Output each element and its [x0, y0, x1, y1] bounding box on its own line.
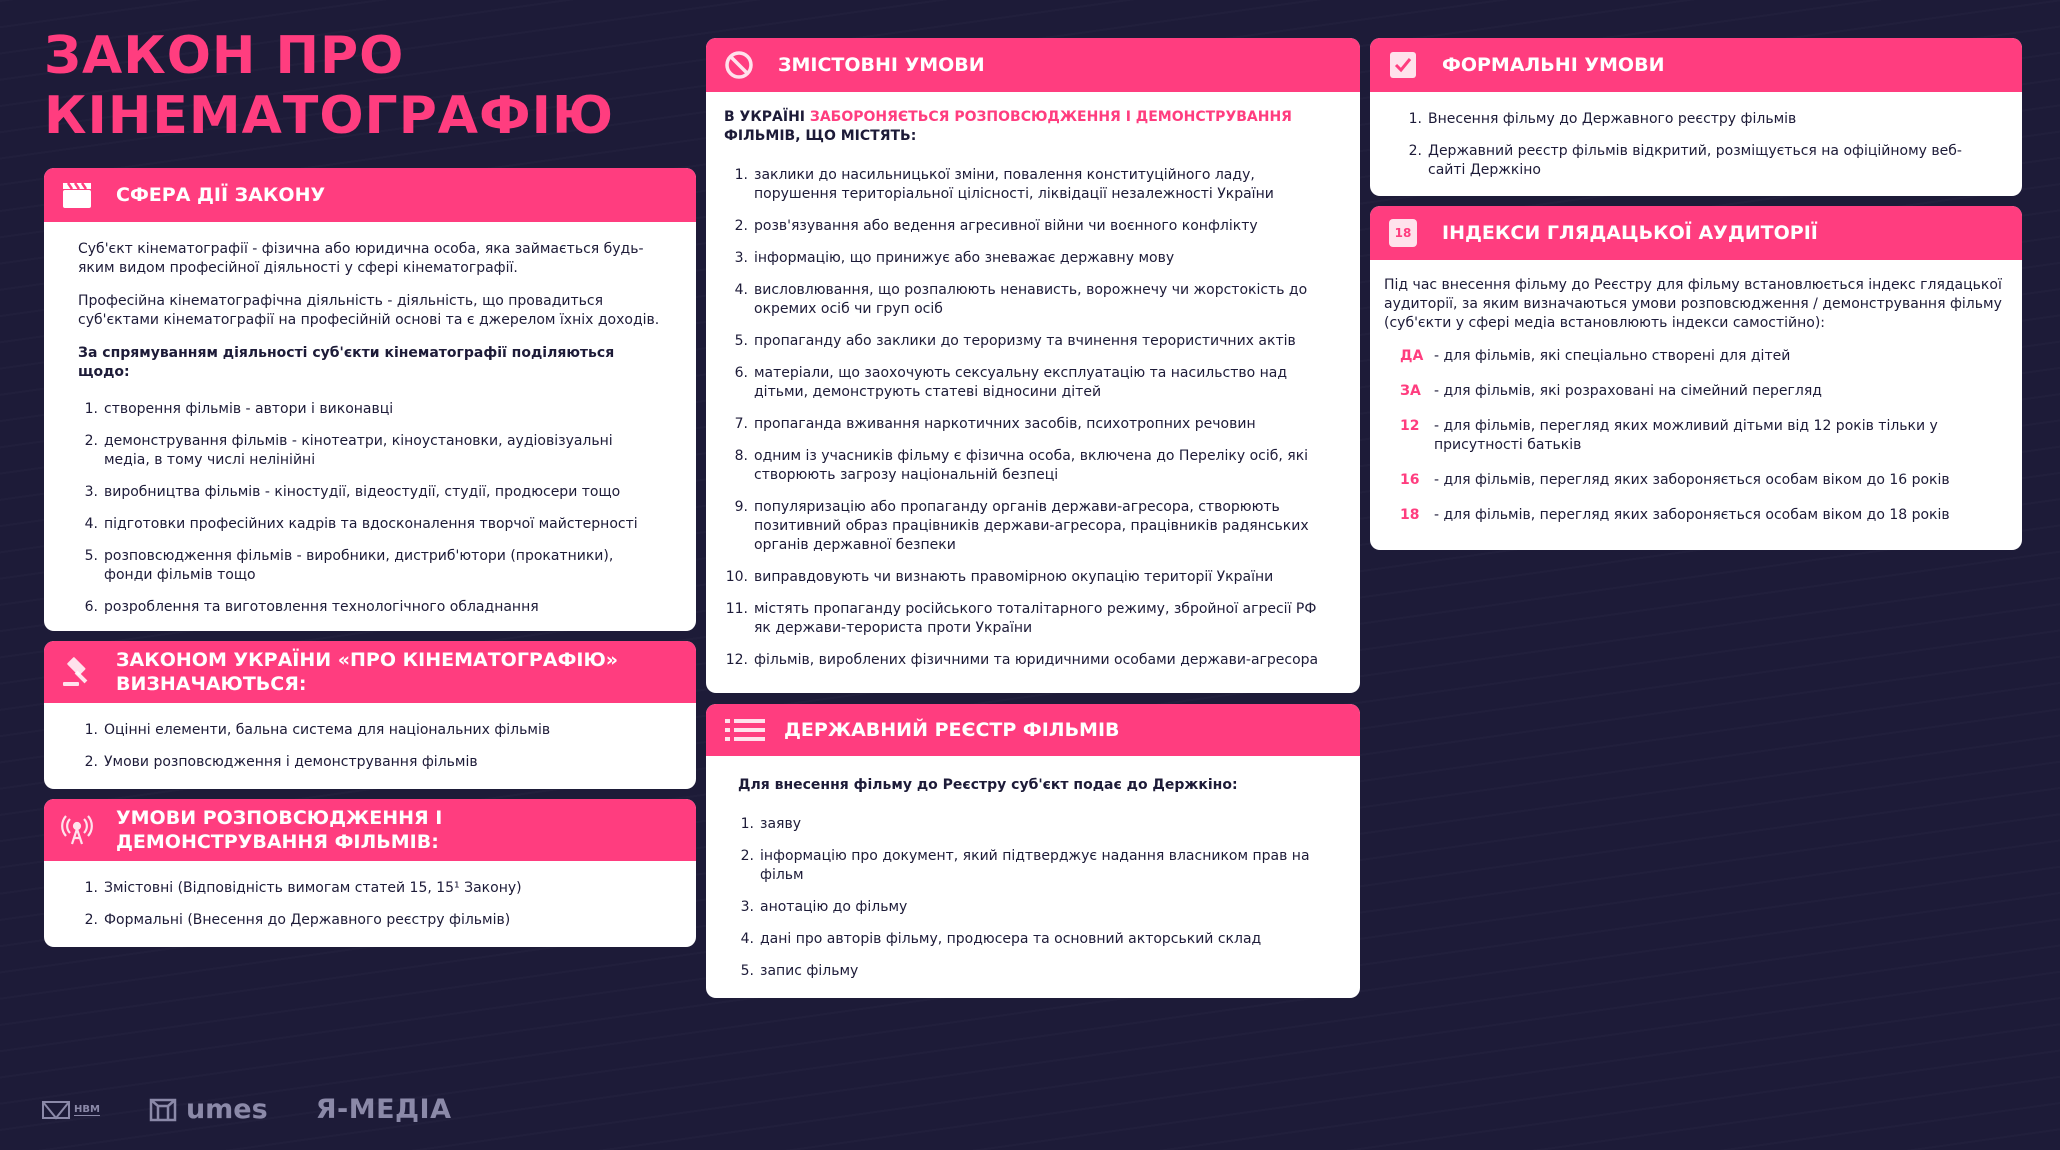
list-item-number: 3. — [740, 899, 754, 915]
list-item-number: 5. — [734, 333, 748, 349]
card-reestr-body — [706, 756, 1360, 998]
zmist-intro — [724, 108, 1332, 146]
card-sfera-header — [44, 168, 696, 222]
index-code: ЗА — [1400, 383, 1421, 399]
index-code: 18 — [1400, 507, 1420, 523]
index-code: ДА — [1400, 348, 1424, 364]
list-item — [82, 721, 660, 740]
list-item-number: 2. — [84, 754, 98, 770]
formal-list — [1406, 110, 1966, 180]
prohibited-icon — [720, 46, 758, 84]
list-item — [82, 911, 660, 930]
list-item-text: інформацію, що принижує або зневажає державну мову — [754, 250, 1175, 266]
list-item-number: 9. — [734, 499, 748, 515]
age-18-icon-label: 18 — [1389, 219, 1417, 247]
list-item-number: 2. — [84, 912, 98, 928]
list-item-number: 1. — [84, 722, 98, 738]
list-item-text: створення фільмів - автори і виконавці — [104, 401, 394, 417]
list-item — [738, 847, 1324, 885]
list-item-text: дані про авторів фільму, продюсера та основний акторський склад — [760, 931, 1262, 947]
card-zmist-title: ЗМІСТОВНІ УМОВИ — [778, 54, 985, 76]
logo-ya-media: Я-МЕДІА — [315, 1094, 452, 1125]
index-item — [1400, 347, 2006, 366]
list-item-number: 6. — [84, 599, 98, 615]
card-umovy — [44, 799, 696, 947]
reestr-list — [738, 815, 1324, 981]
card-zakon-title: ЗАКОНОМ УКРАЇНИ «ПРО КІНЕМАТОГРАФІЮ» ВИЗНАЧАЮТЬСЯ: — [116, 649, 619, 695]
list-item — [724, 568, 1332, 587]
nvm-mark-icon — [42, 1099, 70, 1121]
list-item-number: 1. — [734, 167, 748, 183]
list-item-number: 4. — [84, 516, 98, 532]
list-item-number: 1. — [740, 816, 754, 832]
list-item-text: анотацію до фільму — [760, 899, 908, 915]
list-item-text: заклики до насильницької зміни, повалення конституційного ладу, порушення територіальної цілісності, ліквідації незалежності України — [754, 167, 1274, 202]
card-formal-body — [1370, 92, 2022, 196]
index-text: - для фільмів, перегляд яких забороняється особам віком до 16 років — [1434, 472, 1950, 488]
list-item-number: 1. — [1408, 111, 1422, 127]
list-item-text: популяризацію або пропаганду органів держави-агресора, створюють позитивний образ працівників держави-агресора, працівників радянських органів державної безпеки — [754, 499, 1309, 553]
card-index-header — [1370, 206, 2022, 260]
list-item — [738, 962, 1324, 981]
zakon-list — [82, 721, 660, 772]
list-item-text: виправдовують чи визнають правомірною окупацію території України — [754, 569, 1274, 585]
sfera-paragraph-1: Суб'єкт кінематографії - фізична або юридична особа, яка займається будь-яким видом професійної діяльності у сфері кінематографії. — [78, 241, 644, 276]
list-item — [724, 651, 1332, 670]
list-item — [724, 249, 1332, 268]
list-item — [724, 415, 1332, 434]
list-item-number: 6. — [734, 365, 748, 381]
card-sfera-body — [44, 222, 696, 631]
index-text: - для фільмів, які спеціально створені для дітей — [1434, 348, 1791, 364]
list-item — [82, 432, 660, 470]
logo-umes-text: umes — [185, 1094, 268, 1125]
list-item-number: 11. — [725, 601, 748, 617]
list-item-text: розроблення та виготовлення технологічного обладнання — [104, 599, 539, 615]
index-intro: Під час внесення фільму до Реєстру для фільму встановлюється індекс глядацької аудиторії, за яким визначаються умови розповсюдження / демонстрування фільму (суб'єкти у сфері медіа встановлюють індекси самостійно): — [1384, 277, 2002, 331]
card-zakon-body — [44, 703, 696, 789]
zmist-intro-c: ФІЛЬМІВ, ЩО МІСТЯТЬ: — [724, 128, 917, 144]
logo-umes — [148, 1094, 268, 1125]
list-item-number: 2. — [734, 218, 748, 234]
list-item — [738, 815, 1324, 834]
clapperboard-icon — [58, 176, 96, 214]
list-item-number: 12. — [725, 652, 748, 668]
list-item-number: 1. — [84, 401, 98, 417]
card-formal — [1370, 38, 2022, 196]
umovy-list — [82, 879, 660, 930]
list-item-text: демонстрування фільмів - кінотеатри, кіноустановки, аудіовізуальні медіа, в тому числі нелінійні — [104, 433, 613, 468]
list-item — [82, 879, 660, 898]
list-item — [738, 930, 1324, 949]
list-item-number: 5. — [740, 963, 754, 979]
index-text: - для фільмів, перегляд яких можливий дітьми від 12 років тільки у присутності батьків — [1434, 418, 1938, 453]
list-item — [724, 332, 1332, 351]
list-item — [724, 217, 1332, 236]
sfera-paragraph-2: Професійна кінематографічна діяльність - діяльність, що провадиться суб'єктами кінематографії на професійній основі та є джерелом їхніх доходів. — [78, 293, 660, 328]
umes-mark-icon — [148, 1097, 178, 1123]
index-text: - для фільмів, перегляд яких забороняється особам віком до 18 років — [1434, 507, 1950, 523]
zmist-intro-a: В УКРАЇНІ — [724, 109, 810, 125]
card-zmist — [706, 38, 1360, 693]
list-item-number: 2. — [1408, 143, 1422, 159]
list-item — [82, 400, 660, 419]
title-line-1: ЗАКОН ПРО — [44, 26, 405, 86]
list-item-text: інформацію про документ, який підтверджує надання власником прав на фільм — [760, 848, 1310, 883]
list-item-text: підготовки професійних кадрів та вдосконалення творчої майстерності — [104, 516, 638, 532]
card-umovy-title: УМОВИ РОЗПОВСЮДЖЕННЯ І ДЕМОНСТРУВАННЯ ФІЛЬМІВ: — [116, 807, 443, 853]
card-index-title: ІНДЕКСИ ГЛЯДАЦЬКОЇ АУДИТОРІЇ — [1442, 222, 1818, 244]
list-item-text: пропаганду або заклики до тероризму та вчинення терористичних актів — [754, 333, 1296, 349]
index-item — [1400, 417, 2006, 455]
list-item-number: 1. — [84, 880, 98, 896]
list-item-number: 3. — [734, 250, 748, 266]
list-item-number: 8. — [734, 448, 748, 464]
sfera-list — [78, 400, 660, 617]
list-item-text: Внесення фільму до Державного реєстру фільмів — [1428, 111, 1797, 127]
list-item — [82, 598, 660, 617]
list-item-text: Державний реєстр фільмів відкритий, розміщується на офіційному веб-сайті Держкіно — [1428, 143, 1962, 178]
list-item — [738, 898, 1324, 917]
broadcast-icon — [58, 811, 96, 849]
list-item-text: Оцінні елементи, бальна система для національних фільмів — [104, 722, 551, 738]
list-item-text: виробництва фільмів - кіностудії, відеостудії, студії, продюсери тощо — [104, 484, 621, 500]
list-item — [724, 364, 1332, 402]
list-item-number: 3. — [84, 484, 98, 500]
list-item-text: одним із учасників фільму є фізична особа, включена до Переліку осіб, які створюють загрозу національній безпеці — [754, 448, 1309, 483]
list-item — [82, 483, 660, 502]
list-item-text: фільмів, вироблених фізичними та юридичними особами держави-агресора — [754, 652, 1319, 668]
list-icon — [720, 711, 770, 749]
list-item-number: 4. — [734, 282, 748, 298]
checkbox-icon — [1384, 46, 1422, 84]
logo-nvm — [42, 1099, 100, 1121]
list-item — [724, 447, 1332, 485]
list-item-text: висловлювання, що розпалюють ненависть, ворожнечу чи жорстокість до окремих осіб чи груп осіб — [754, 282, 1308, 317]
list-item-number: 10. — [725, 569, 748, 585]
list-item-text: Умови розповсюдження і демонстрування фільмів — [104, 754, 478, 770]
index-item — [1400, 471, 2006, 490]
list-item — [724, 498, 1332, 555]
index-code: 12 — [1400, 418, 1420, 434]
list-item — [724, 166, 1332, 204]
list-item-number: 7. — [734, 416, 748, 432]
card-reestr — [706, 704, 1360, 998]
reestr-intro: Для внесення фільму до Реєстру суб'єкт подає до Держкіно: — [738, 777, 1238, 793]
list-item-text: Змістовні (Відповідність вимогам статей 15, 15¹ Закону) — [104, 880, 522, 896]
zmist-list — [724, 166, 1332, 670]
card-index — [1370, 206, 2022, 550]
list-item-text: Формальні (Внесення до Державного реєстру фільмів) — [104, 912, 511, 928]
sfera-paragraph-3: За спрямуванням діяльності суб'єкти кінематографії поділяються щодо: — [78, 345, 615, 380]
list-item-number: 2. — [740, 848, 754, 864]
list-item — [724, 600, 1332, 638]
card-sfera — [44, 168, 696, 631]
card-reestr-header — [706, 704, 1360, 756]
index-text: - для фільмів, які розраховані на сімейний перегляд — [1434, 383, 1822, 399]
card-zakon-header — [44, 641, 696, 703]
list-item-number: 2. — [84, 433, 98, 449]
card-zakon — [44, 641, 696, 789]
list-item-text: заяву — [760, 816, 801, 832]
list-item — [724, 281, 1332, 319]
age-18-icon — [1384, 214, 1422, 252]
card-reestr-title: ДЕРЖАВНИЙ РЕЄСТР ФІЛЬМІВ — [784, 719, 1120, 741]
index-code: 16 — [1400, 472, 1420, 488]
list-item-text: розповсюдження фільмів - виробники, дистриб'ютори (прокатники), фонди фільмів тощо — [104, 548, 614, 583]
index-item — [1400, 506, 2006, 525]
card-umovy-header — [44, 799, 696, 861]
list-item-number: 5. — [84, 548, 98, 564]
card-sfera-title: СФЕРА ДІЇ ЗАКОНУ — [116, 184, 326, 206]
list-item — [82, 547, 660, 585]
list-item — [1406, 142, 1966, 180]
footer-logos — [42, 1094, 452, 1125]
list-item — [82, 515, 660, 534]
list-item — [82, 753, 660, 772]
list-item-text: містять пропаганду російського тоталітарного режиму, збройної агресії РФ як держави-терориста проти України — [754, 601, 1317, 636]
card-index-body — [1370, 260, 2022, 547]
gavel-icon — [58, 653, 96, 691]
index-list — [1384, 347, 2006, 525]
logo-nvm-text: НВМ — [74, 1103, 100, 1115]
list-item-text: пропаганда вживання наркотичних засобів, психотропних речовин — [754, 416, 1256, 432]
card-formal-header — [1370, 38, 2022, 92]
title-line-2: КІНЕМАТОГРАФІЮ — [44, 86, 615, 146]
card-formal-title: ФОРМАЛЬНІ УМОВИ — [1442, 54, 1665, 76]
zmist-intro-highlight: ЗАБОРОНЯЄТЬСЯ РОЗПОВСЮДЖЕННЯ І ДЕМОНСТРУВАННЯ — [809, 109, 1292, 125]
list-item-text: матеріали, що заохочують сексуальну експлуатацію та насильство над дітьми, демонструють статеві відносини дітей — [754, 365, 1288, 400]
index-item — [1400, 382, 2006, 401]
list-item-text: запис фільму — [760, 963, 859, 979]
list-item-text: розв'язування або ведення агресивної війни чи воєнного конфлікту — [754, 218, 1258, 234]
list-item-number: 4. — [740, 931, 754, 947]
card-zmist-body — [706, 92, 1360, 691]
card-umovy-body — [44, 861, 696, 947]
list-item — [1406, 110, 1966, 129]
page-title — [44, 26, 694, 146]
card-zmist-header — [706, 38, 1360, 92]
